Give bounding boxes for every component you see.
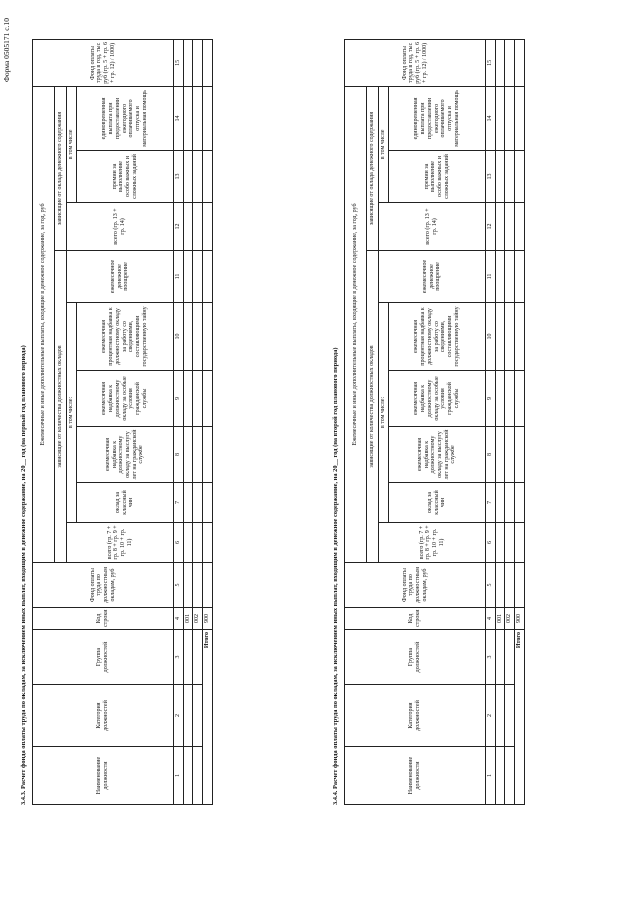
row-code: 002 bbox=[505, 608, 515, 630]
col-num: 8 bbox=[174, 427, 184, 483]
hdr-fund-year: Фонд оплаты труда в год, тыс руб (гр. 5 + гр. 6 + гр. 12) / 1000) bbox=[345, 39, 486, 86]
col-num: 15 bbox=[486, 39, 496, 86]
hdr-class-rank: оклад за классный чин bbox=[389, 483, 486, 523]
section-title-second-year: 3.4.4. Расчет фонда оплаты труда по окладам, за исключением иных выплат, входящим в денежное содержание, на 20__ год (на второй год планового периода) bbox=[332, 347, 339, 805]
hdr-state-secret: ежемесячная процентная надбавка к должностному окладу за работу со сведениями, составляющими государственную тайну bbox=[77, 303, 174, 371]
hdr-monthly-incentive: ежемесячное денежное поощрение bbox=[379, 251, 486, 303]
col-num: 5 bbox=[174, 563, 184, 608]
hdr-seniority: ежемесячная надбавка к должностному окладу за выслугу лет на гражданской службе bbox=[389, 427, 486, 483]
hdr-vacation: единовременная выплата при предоставлении ежегодного оплачиваемого отпуска и материальная помощь bbox=[389, 86, 486, 150]
hdr-name: Наименование должности bbox=[33, 747, 174, 805]
col-num: 10 bbox=[486, 303, 496, 371]
col-num: 6 bbox=[486, 523, 496, 563]
hdr-total-official: всего (гр. 7 + гр. 8 + гр. 9 + гр. 10 + гр. 11) bbox=[379, 523, 486, 563]
hdr-group: Группа должностей bbox=[33, 630, 174, 685]
col-num: 3 bbox=[174, 630, 184, 685]
total-row bbox=[203, 39, 213, 804]
col-num: 12 bbox=[486, 203, 496, 251]
hdr-dep-salary: зависящие от оклада денежного содержания bbox=[55, 86, 67, 250]
total-label: Итого bbox=[203, 630, 213, 805]
hdr-bonuses: премии за выполнение особо важных и сложных заданий bbox=[389, 151, 486, 203]
col-num: 1 bbox=[174, 747, 184, 805]
hdr-bonuses: премии за выполнение особо важных и сложных заданий bbox=[77, 151, 174, 203]
hdr-in-that: в том числе: bbox=[379, 303, 389, 523]
hdr-vacation: единовременная выплата при предоставлении ежегодного оплачиваемого отпуска и материальная помощь bbox=[77, 86, 174, 150]
hdr-in-that: в том числе: bbox=[67, 303, 77, 523]
col-num: 15 bbox=[174, 39, 184, 86]
hdr-special-conditions: ежемесячная надбавка к должностному окладу за особые условия гражданской службы bbox=[389, 371, 486, 427]
col-num: 3 bbox=[486, 630, 496, 685]
table-row bbox=[183, 39, 193, 804]
hdr-category: Категория должностей bbox=[345, 685, 486, 747]
col-num: 6 bbox=[174, 523, 184, 563]
col-num: 8 bbox=[486, 427, 496, 483]
hdr-group: Группа должностей bbox=[345, 630, 486, 685]
hdr-code: Код строки bbox=[345, 608, 486, 630]
hdr-category: Категория должностей bbox=[33, 685, 174, 747]
col-num: 7 bbox=[486, 483, 496, 523]
table-row bbox=[495, 39, 505, 804]
hdr-total-salary: всего (гр. 13 + гр. 14) bbox=[67, 203, 174, 251]
hdr-special-conditions: ежемесячная надбавка к должностному окладу за особые условия гражданской службы bbox=[77, 371, 174, 427]
hdr-seniority: ежемесячная надбавка к должностному окладу за выслугу лет на гражданской службе bbox=[77, 427, 174, 483]
hdr-fund-official: Фонд оплаты труда по должностным окладам, руб bbox=[33, 563, 174, 608]
row-code: 001 bbox=[495, 608, 505, 630]
salary-table-first-year bbox=[32, 39, 213, 805]
total-code: 900 bbox=[515, 608, 525, 630]
col-num: 4 bbox=[486, 608, 496, 630]
col-num: 7 bbox=[174, 483, 184, 523]
col-num: 9 bbox=[174, 371, 184, 427]
row-code: 002 bbox=[193, 608, 203, 630]
col-num: 14 bbox=[486, 86, 496, 150]
col-num: 13 bbox=[174, 151, 184, 203]
col-num: 11 bbox=[174, 251, 184, 303]
hdr-in-that2: в том числе bbox=[379, 86, 389, 202]
col-num: 13 bbox=[486, 151, 496, 203]
hdr-total-official: всего (гр. 7 + гр. 8 + гр. 9 + гр. 10 + гр. 11) bbox=[67, 523, 174, 563]
col-num: 10 bbox=[174, 303, 184, 371]
total-row bbox=[515, 39, 525, 804]
col-num: 2 bbox=[174, 685, 184, 747]
section-title-first-year: 3.4.3. Расчет фонда оплаты труда по окладам, за исключением иных выплат, входящим в денежное содержание, на 20__ год (на первый год планового периода) bbox=[20, 345, 27, 805]
row-code: 001 bbox=[183, 608, 193, 630]
col-num: 9 bbox=[486, 371, 496, 427]
hdr-fund-official: Фонд оплаты труда по должностным окладам, руб bbox=[345, 563, 486, 608]
hdr-name: Наименование должности bbox=[345, 747, 486, 805]
salary-table-second-year bbox=[344, 39, 525, 805]
col-num: 2 bbox=[486, 685, 496, 747]
form-code: Форма 0505171 с.10 bbox=[2, 18, 11, 83]
total-code: 900 bbox=[203, 608, 213, 630]
col-num: 4 bbox=[174, 608, 184, 630]
hdr-class-rank: оклад за классный чин bbox=[77, 483, 174, 523]
col-num: 5 bbox=[486, 563, 496, 608]
total-label: Итого bbox=[515, 630, 525, 805]
col-num: 14 bbox=[174, 86, 184, 150]
hdr-state-secret: ежемесячная процентная надбавка к должностному окладу за работу со сведениями, составляющими государственную тайну bbox=[389, 303, 486, 371]
hdr-additional: Ежемесячные и иные дополнительные выплаты, входящие в денежное содержание, за год, руб bbox=[33, 86, 55, 562]
col-num: 1 bbox=[486, 747, 496, 805]
table-row bbox=[193, 39, 203, 804]
table-row bbox=[505, 39, 515, 804]
col-num: 12 bbox=[174, 203, 184, 251]
hdr-monthly-incentive: ежемесячное денежное поощрение bbox=[67, 251, 174, 303]
hdr-dep-official: зависящие от количества должностных окладов bbox=[55, 251, 67, 563]
hdr-additional: Ежемесячные и иные дополнительные выплаты, входящие в денежное содержание, за год, руб bbox=[345, 86, 367, 562]
hdr-fund-year: Фонд оплаты труда в год, тыс руб (гр. 5 + гр. 6 + гр. 12) / 1000) bbox=[33, 39, 174, 86]
hdr-dep-salary: зависящие от оклада денежного содержания bbox=[367, 86, 379, 250]
col-num: 11 bbox=[486, 251, 496, 303]
hdr-total-salary: всего (гр. 13 + гр. 14) bbox=[379, 203, 486, 251]
hdr-code: Код строки bbox=[33, 608, 174, 630]
hdr-in-that2: в том числе bbox=[67, 86, 77, 202]
hdr-dep-official: зависящие от количества должностных окладов bbox=[367, 251, 379, 563]
